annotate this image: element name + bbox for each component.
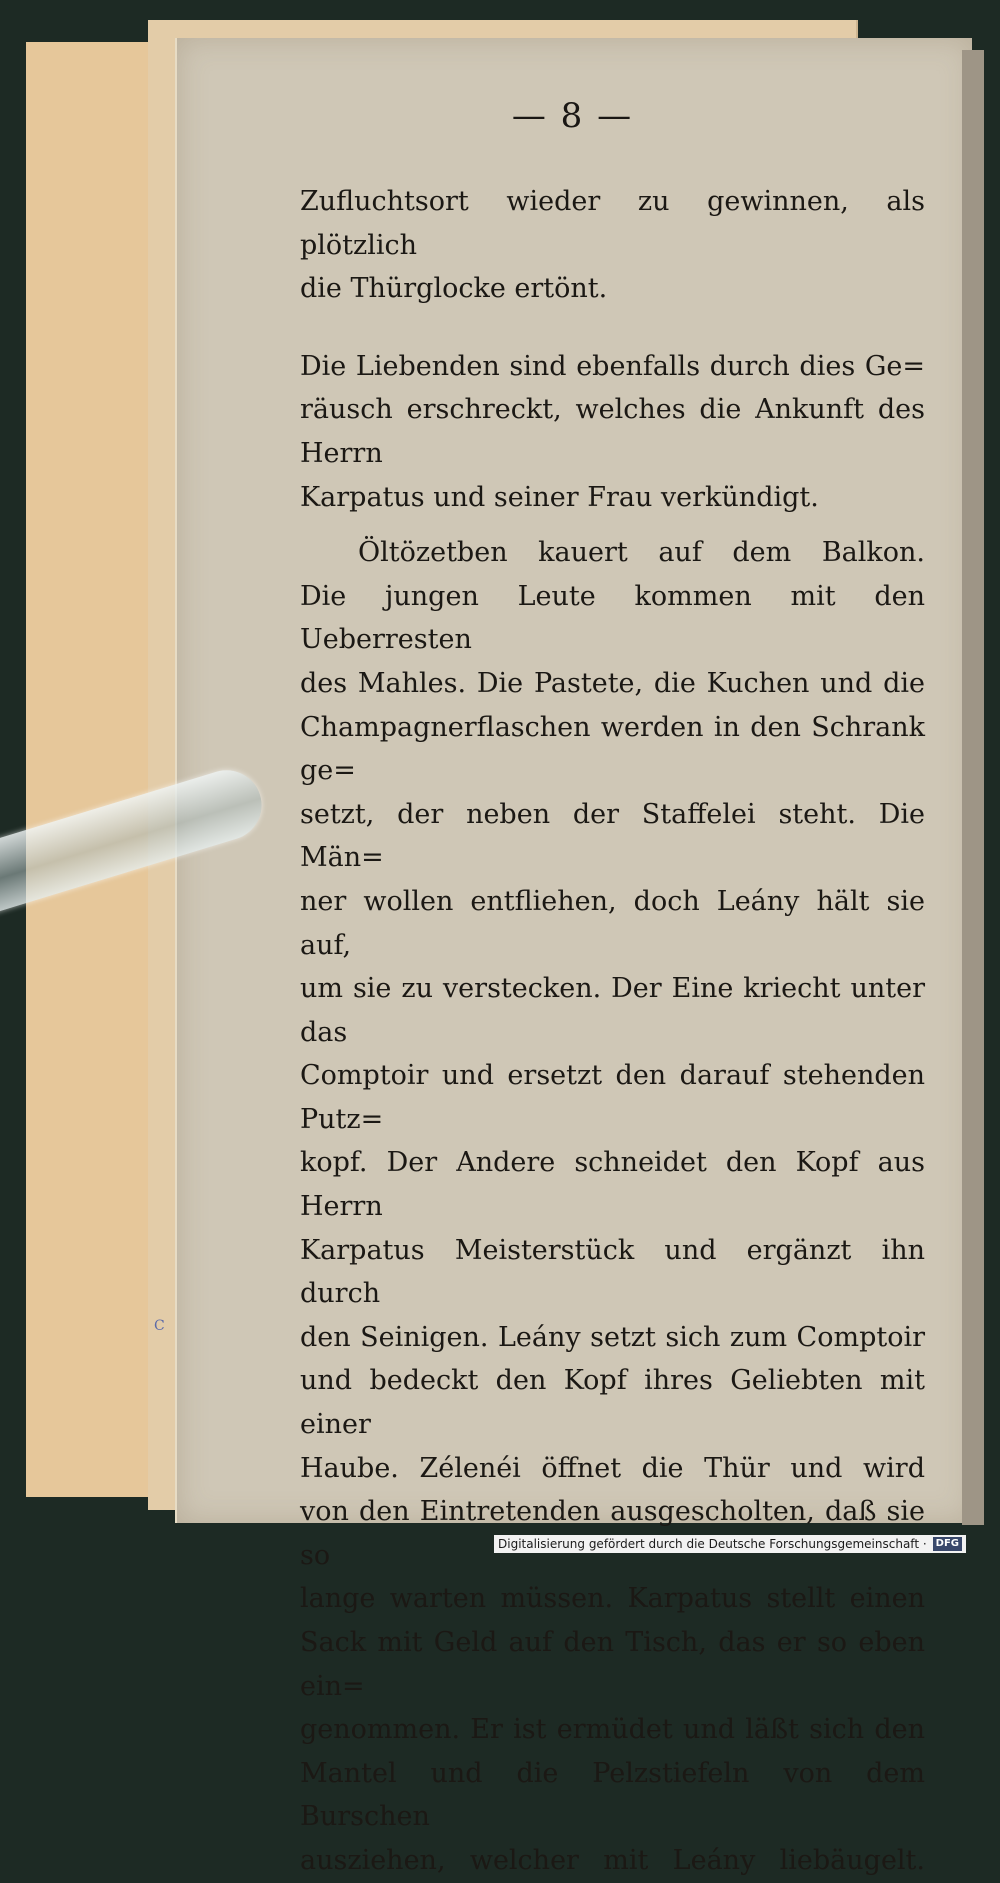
paragraph-2 xyxy=(300,345,925,519)
dfg-logo-icon: DFG xyxy=(933,1537,962,1551)
text-line: den Seinigen. Leány setzt sich zum Comptoir xyxy=(300,1321,925,1353)
text-line: räusch erschreckt, welches die Ankunft des Herrn xyxy=(300,394,925,469)
text-line: Karpatus Meisterstück und ergänzt ihn durch xyxy=(300,1234,925,1310)
paragraph-3 xyxy=(300,531,925,1882)
text-line: lange warten müssen. Karpatus stellt einen xyxy=(300,1583,925,1615)
text-line: Die jungen Leute kommen mit den Ueberresten xyxy=(300,580,925,656)
credit-text: Digitalisierung gefördert durch die Deutsche Forschungsgemeinschaft · xyxy=(498,1537,927,1551)
text-line: Zufluchtsort wieder zu gewinnen, als plötzlich xyxy=(300,186,925,261)
text-line: Haube. Zélenéi öffnet die Thür und wird xyxy=(300,1452,925,1484)
text-line: Comptoir und ersetzt den darauf stehenden Putz= xyxy=(300,1060,925,1135)
body-text xyxy=(300,180,925,1883)
text-line: kopf. Der Andere schneidet den Kopf aus Herrn xyxy=(300,1147,925,1223)
text-line: Die Liebenden sind ebenfalls durch dies Ge= xyxy=(300,350,925,382)
page-edge xyxy=(962,50,984,1525)
text-line: und bedeckt den Kopf ihres Geliebten mit einer xyxy=(300,1365,925,1441)
text-line: Champagnerflaschen werden in den Schrank ge= xyxy=(300,711,925,787)
text-line: des Mahles. Die Pastete, die Kuchen und die xyxy=(300,667,925,699)
text-line: ausziehen, welcher mit Leány liebäugelt. xyxy=(300,1844,925,1876)
page-number: — 8 — xyxy=(511,96,634,136)
digitization-credit xyxy=(494,1535,966,1553)
text-line: Sack mit Geld auf den Tisch, das er so eben ein= xyxy=(300,1627,925,1702)
paragraph-1 xyxy=(300,180,925,311)
text-line: die Thürglocke ertönt. xyxy=(300,273,608,305)
text-line: ner wollen entfliehen, doch Leány hält sie auf, xyxy=(300,885,925,961)
text-line: Mantel und die Pelzstiefeln von dem Burschen xyxy=(300,1757,925,1833)
text-line: von den Eintretenden ausgescholten, daß sie so xyxy=(300,1496,925,1571)
library-stamp: C xyxy=(154,1318,165,1334)
text-line: Karpatus und seiner Frau verkündigt. xyxy=(300,481,819,513)
text-line: genommen. Er ist ermüdet und läßt sich den xyxy=(300,1714,925,1746)
text-line: setzt, der neben der Staffelei steht. Die Män= xyxy=(300,798,925,874)
text-line: Öltözetben kauert auf dem Balkon. xyxy=(358,537,925,569)
text-line: um sie zu verstecken. Der Eine kriecht unter das xyxy=(300,973,925,1048)
